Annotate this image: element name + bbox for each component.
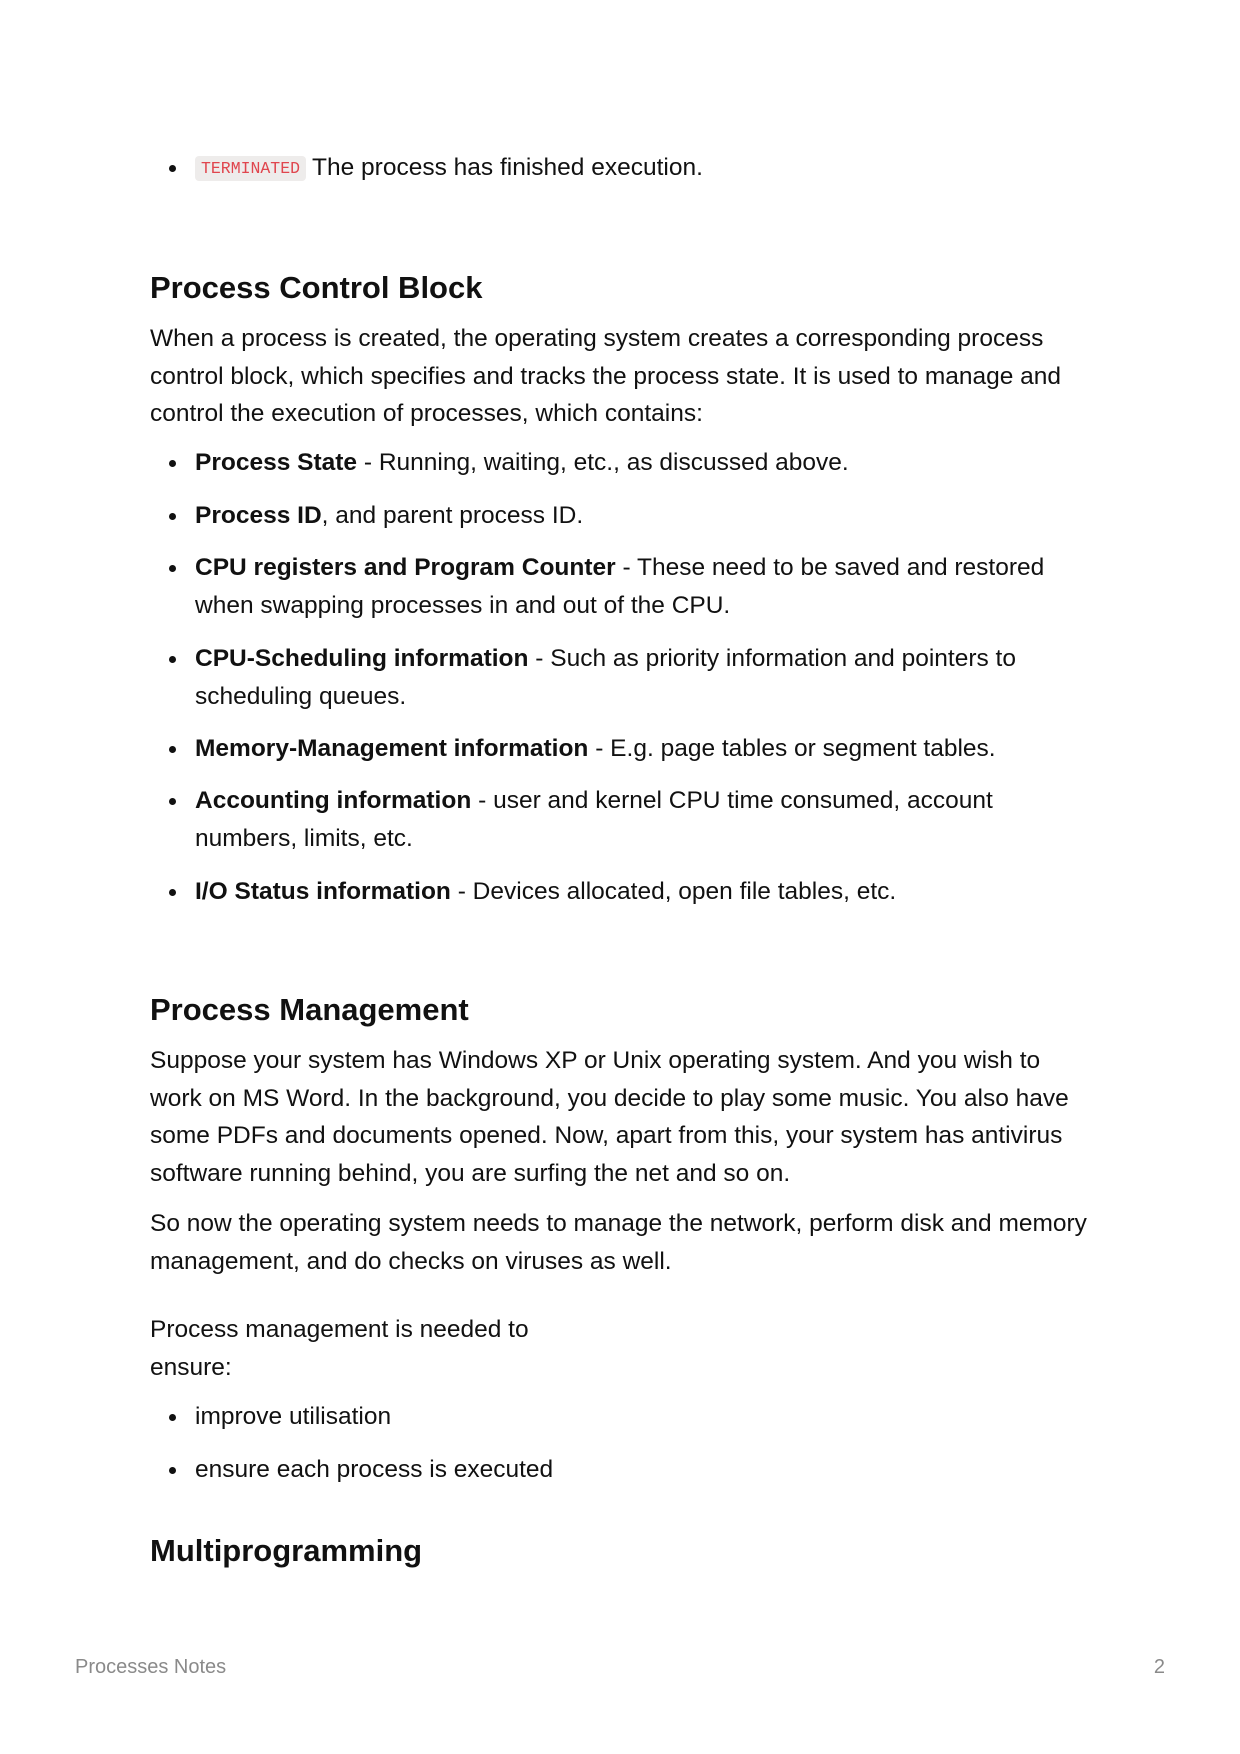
pcb-heading: Process Control Block — [150, 270, 483, 305]
pm-paragraph-2: So now the operating system needs to manage the network, perform disk and memory management, and do checks on viruses as well. — [150, 1210, 1087, 1275]
list-item — [150, 873, 1090, 911]
pcb-item-bold: Process State — [195, 449, 358, 476]
pm-item-text: ensure each process is executed — [195, 1456, 554, 1483]
pcb-item-text: - Devices allocated, open file tables, etc. — [450, 878, 897, 905]
pm-paragraph-1: Suppose your system has Windows XP or Unix operating system. And you wish to work on MS Word. In the background, you decide to play some music. You also have some PDFs and documents opened. Now, apart from this, your system has antivirus software running behind, you are surfing the net and so on. — [150, 1047, 1069, 1187]
list-item — [150, 1398, 1090, 1436]
pcb-intro: When a process is created, the operating system creates a corresponding process control block, which specifies and tracks the process state. It is used to manage and control the execution of processes, which contains: — [150, 325, 1062, 427]
list-item — [150, 640, 1090, 715]
terminated-text: The process has finished execution. — [312, 154, 703, 181]
bullet-dot — [169, 798, 176, 805]
page-number: 2 — [1153, 1656, 1165, 1678]
bullet-dot — [169, 889, 176, 896]
list-item — [150, 782, 1090, 857]
pcb-item-text: - These need to be saved and restored when swapping processes in and out of the CPU. — [195, 554, 1045, 619]
footer-title: Processes Notes — [75, 1656, 227, 1678]
list-item — [150, 549, 1090, 624]
list-item — [150, 1451, 1090, 1489]
pcb-item-bold: CPU registers and Program Counter — [195, 554, 616, 581]
list-item — [150, 730, 1090, 768]
pcb-item-bold: I/O Status information — [195, 878, 451, 905]
pcb-item-text: - Such as priority information and pointers to scheduling queues. — [195, 645, 1016, 710]
pcb-item-text: - user and kernel CPU time consumed, account numbers, limits, etc. — [195, 787, 993, 852]
pm-item-text: improve utilisation — [195, 1403, 392, 1430]
bullet-dot — [169, 513, 176, 520]
pm-heading: Process Management — [150, 992, 469, 1027]
pcb-item-bold: Accounting information — [195, 787, 472, 814]
list-item — [150, 149, 1090, 190]
list-item — [150, 444, 1090, 482]
pcb-item-text: - Running, waiting, etc., as discussed above. — [357, 449, 849, 476]
bullet-dot — [169, 656, 176, 663]
pcb-item-text: - E.g. page tables or segment tables. — [588, 735, 996, 762]
bullet-dot — [169, 165, 176, 172]
list-item — [150, 497, 1090, 535]
pcb-item-text: , and parent process ID. — [321, 502, 584, 529]
terminated-code: TERMINATED — [195, 156, 306, 181]
bullet-dot — [169, 460, 176, 467]
pcb-item-bold: Process ID — [195, 502, 322, 529]
mp-heading: Multiprogramming — [150, 1533, 423, 1568]
pm-paragraph-3-line-2: ensure: — [150, 1353, 232, 1381]
pcb-item-bold: Memory-Management information — [195, 735, 589, 762]
bullet-dot — [169, 565, 176, 572]
pm-paragraph-3 — [150, 1311, 1090, 1386]
bullet-dot — [169, 1414, 176, 1421]
pm-paragraph-3-line-1: Process management is needed to — [150, 1316, 529, 1343]
pcb-item-bold: CPU-Scheduling information — [195, 645, 529, 672]
bullet-dot — [169, 1467, 176, 1474]
bullet-dot — [169, 746, 176, 753]
